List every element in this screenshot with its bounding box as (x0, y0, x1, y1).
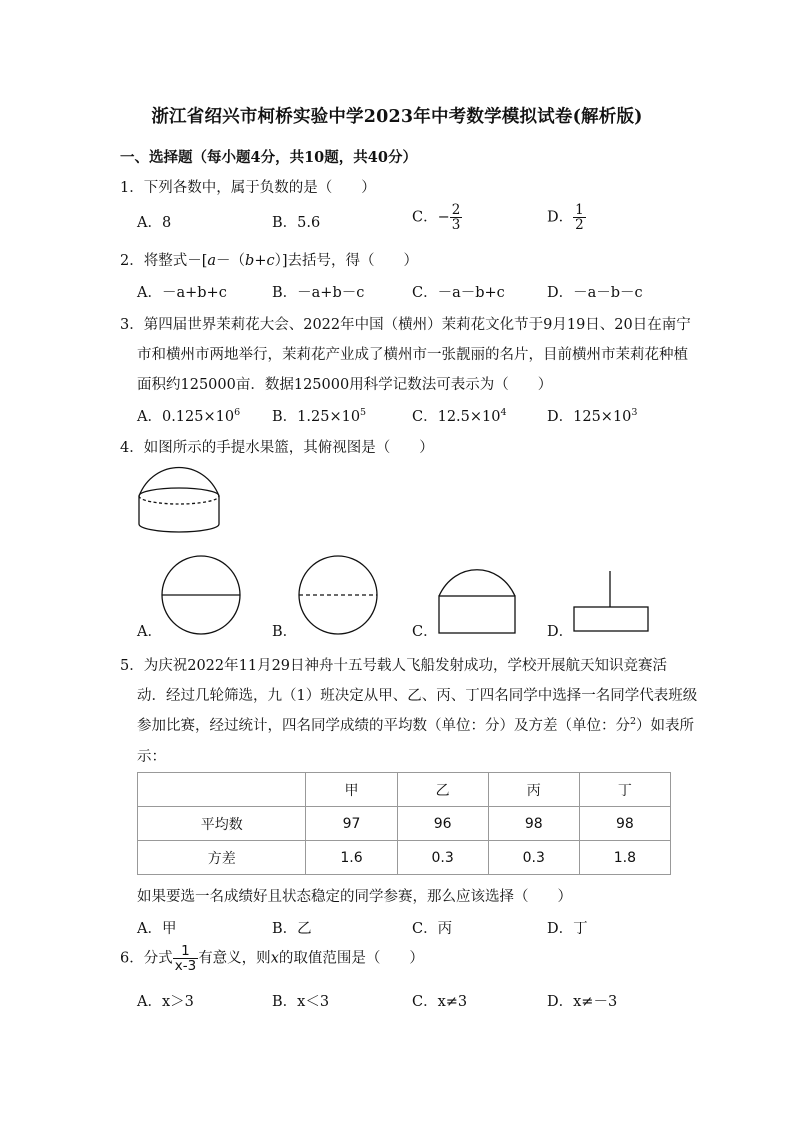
q2-option-a: A．－a+b+c (137, 285, 227, 301)
basket-rim-back (139, 488, 219, 496)
q3-line-3: 面积约125000亩．数据125000用科学记数法可表示为（ ） (137, 377, 553, 393)
view-c-rectangle (439, 596, 515, 633)
q4-view-d (572, 569, 652, 635)
q1-option-b: B．5.6 (272, 215, 321, 231)
q6-option-b: B．x＜3 (272, 994, 330, 1010)
basket-bottom (139, 524, 219, 532)
q5-line-3 (137, 714, 694, 735)
q2-stem-post: ）]去括号，得（ ） (274, 253, 419, 269)
q3-option-c (412, 405, 507, 426)
q6-stem-mid: 有意义，则 (198, 950, 271, 967)
q6-fraction-denominator: x-3 (174, 958, 197, 975)
q2-stem-a: a (207, 253, 217, 269)
q2-option-b: B．－a+b－c (272, 285, 365, 301)
table-header-cell (138, 773, 306, 807)
q4-option-c: C． (412, 624, 438, 640)
q1-option-d (547, 203, 586, 232)
q4-stem: 4．如图所示的手提水果篮，其俯视图是（ ） (120, 440, 434, 456)
q3-line-1: 3．第四届世界茉莉花大会、2022年中国（横州）茉莉花文化节于9月19日、20日在南宁 (120, 317, 691, 333)
q4-option-d: D． (547, 624, 574, 640)
basket-rim-hidden (139, 496, 219, 504)
q6-fraction-numerator: 1 (181, 943, 190, 959)
q5-line-4: 示： (137, 749, 166, 765)
q6-stem (120, 944, 424, 973)
table-row (138, 807, 671, 841)
q2-stem (120, 249, 418, 270)
table-row (138, 841, 671, 875)
q2-option-c: C．－a－b+c (412, 285, 505, 301)
scores-table (137, 772, 671, 875)
section-heading: 一、选择题（每小题4分，共10题，共40分） (120, 149, 417, 166)
q5-line-3-sup: 2 (630, 716, 637, 727)
table-header-cell: 甲 (306, 773, 397, 807)
q6-option-c: C．x≠3 (412, 994, 468, 1010)
q3-option-a-exponent: 6 (234, 407, 241, 418)
q1-option-d-label: D． (547, 209, 574, 226)
q3-option-c-exponent: 4 (500, 407, 507, 418)
q1-option-c-label: C． (412, 209, 438, 226)
q3-option-b-exponent: 5 (360, 407, 367, 418)
table-header-cell: 丁 (579, 773, 670, 807)
basket-handle (139, 468, 219, 497)
q3-option-d (547, 405, 637, 426)
fruit-basket-figure (134, 462, 224, 542)
q6-option-a: A．x＞3 (137, 994, 194, 1010)
q3-option-a-text: A．0.125×10 (137, 409, 235, 425)
q3-option-b-text: B．1.25×10 (272, 409, 361, 425)
q4-option-a: A． (137, 624, 162, 640)
q5-option-c: C．丙 (412, 921, 453, 937)
q1-stem: 1．下列各数中，属于负数的是（ ） (120, 180, 376, 196)
q1-option-c (412, 203, 462, 232)
q3-option-b (272, 405, 366, 426)
table-cell: 方差 (138, 841, 306, 875)
q6-stem-post: 的取值范围是（ ） (278, 950, 424, 967)
table-cell: 0.3 (397, 841, 488, 875)
q2-stem-bc: b+c (245, 253, 275, 269)
q2-option-d: D．－a－b－c (547, 285, 643, 301)
table-header-row (138, 773, 671, 807)
q5-line-3-pre: 参加比赛，经过统计，四名同学成绩的平均数（单位：分）及方差（单位：分 (137, 718, 630, 734)
q6-fraction (173, 944, 198, 973)
q5-after-table: 如果要选一名成绩好且状态稳定的同学参赛，那么应该选择（ ） (137, 889, 572, 905)
q1-option-c-numerator: 2 (451, 202, 461, 218)
table-cell: 0.3 (488, 841, 579, 875)
q6-stem-var: x (270, 950, 279, 967)
q2-stem-mid: －（ (216, 253, 246, 269)
q1-option-a: A．8 (137, 215, 172, 231)
view-c-arc (439, 570, 515, 596)
q3-option-a (137, 405, 240, 426)
table-cell: 1.8 (579, 841, 670, 875)
q5-option-b: B．乙 (272, 921, 312, 937)
q6-option-d: D．x≠－3 (547, 994, 618, 1010)
q3-option-d-exponent: 3 (631, 407, 638, 418)
q1-option-c-sign: − (437, 209, 450, 226)
q4-view-b (297, 554, 379, 636)
table-header-cell: 乙 (397, 773, 488, 807)
q5-option-a: A．甲 (137, 921, 177, 937)
table-header-cell: 丙 (488, 773, 579, 807)
table-cell: 96 (397, 807, 488, 841)
q3-option-d-text: D．125×10 (547, 409, 632, 425)
q5-line-1: 5．为庆祝2022年11月29日神舟十五号载人飞船发射成功，学校开展航天知识竞赛活 (120, 658, 668, 674)
q6-stem-pre: 6．分式 (120, 950, 173, 967)
q4-view-a (160, 554, 242, 636)
q5-option-d: D．丁 (547, 921, 588, 937)
table-cell: 98 (488, 807, 579, 841)
q1-option-d-numerator: 1 (575, 202, 584, 218)
q3-option-c-text: C．12.5×10 (412, 409, 501, 425)
table-cell: 98 (579, 807, 670, 841)
table-cell: 1.6 (306, 841, 397, 875)
q4-view-c (437, 568, 517, 636)
q5-line-3-post: ）如表所 (636, 718, 695, 734)
q4-option-b: B． (272, 624, 298, 640)
view-d-rectangle (574, 607, 648, 631)
q2-stem-pre: 2．将整式－[ (120, 253, 208, 269)
exam-title: 浙江省绍兴市柯桥实验中学2023年中考数学模拟试卷(解析版) (151, 107, 643, 127)
table-cell: 97 (306, 807, 397, 841)
q3-line-2: 市和横州市两地举行，茉莉花产业成了横州市一张靓丽的名片，目前横州市茉莉花种植 (137, 347, 688, 363)
q1-option-d-denominator: 2 (575, 217, 584, 234)
q1-option-c-denominator: 3 (451, 217, 461, 234)
q5-line-2: 动．经过几轮筛选，九（1）班决定从甲、乙、丙、丁四名同学中选择一名同学代表班级 (137, 688, 698, 704)
table-cell: 平均数 (138, 807, 306, 841)
q1-option-d-fraction (573, 203, 586, 232)
q1-option-c-fraction (450, 203, 463, 232)
